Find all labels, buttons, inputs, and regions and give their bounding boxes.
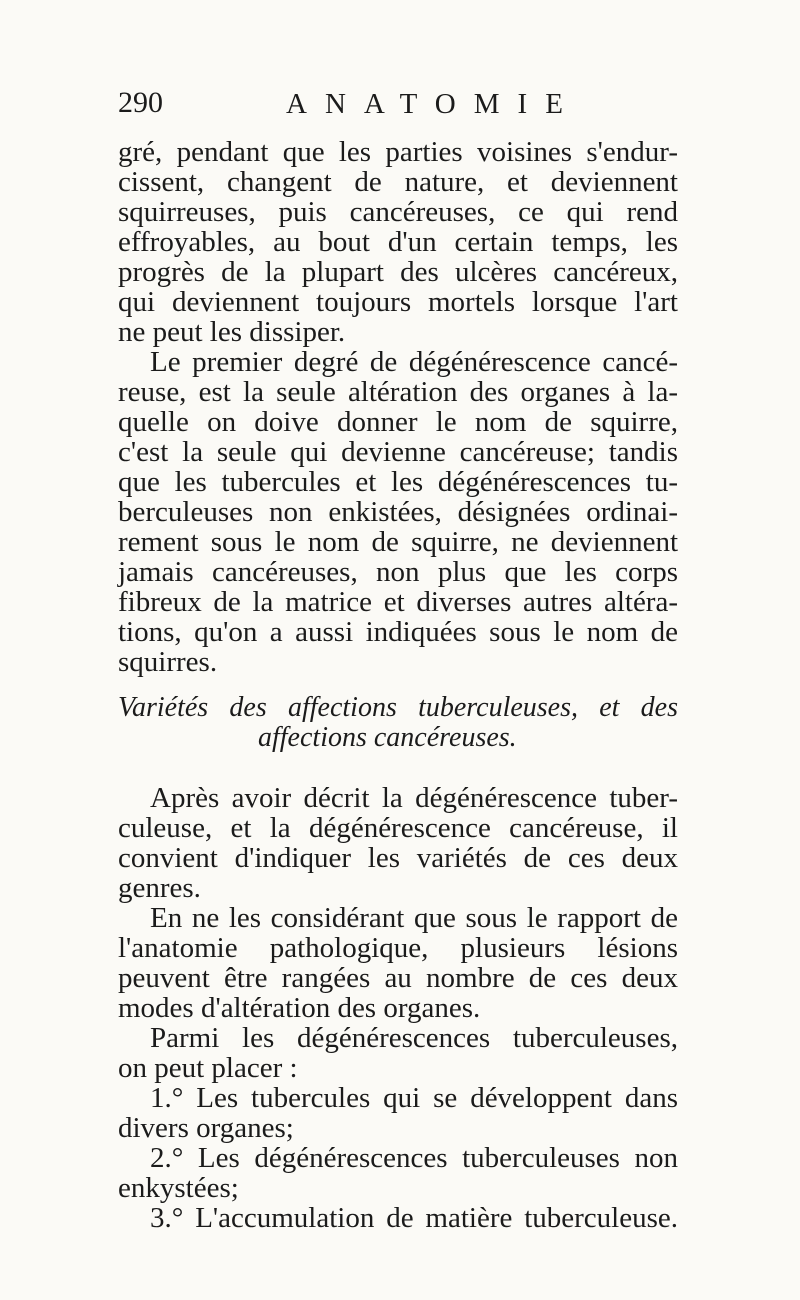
text-line: Après avoir décrit la dégénérescence tuber- xyxy=(150,782,678,814)
text-line: rement sous le nom de squirre, ne deviennent xyxy=(118,526,678,558)
text-line: ne peut les dissiper. xyxy=(118,316,346,348)
page-number: 290 xyxy=(118,86,163,119)
text-line: progrès de la plupart des ulcères cancéreux, xyxy=(118,256,678,288)
text-line: l'anatomie pathologique, plusieurs lésions xyxy=(118,932,678,964)
text-line: squirreuses, puis cancéreuses, ce qui rend xyxy=(118,196,678,228)
text-line: divers organes; xyxy=(118,1112,294,1144)
section-heading: affections cancéreuses. xyxy=(258,722,517,753)
text-line: culeuse, et la dégénérescence cancéreuse, il xyxy=(118,812,678,844)
text-line: Le premier degré de dégénérescence cancé- xyxy=(150,346,678,378)
text-line: tions, qu'on a aussi indiquées sous le nom de xyxy=(118,616,678,648)
text-line: enkystées; xyxy=(118,1172,239,1204)
text-line: reuse, est la seule altération des organes à la- xyxy=(118,376,678,408)
text-line: convient d'indiquer les variétés de ces deux xyxy=(118,842,678,874)
text-line: modes d'altération des organes. xyxy=(118,992,481,1024)
text-line: genres. xyxy=(118,872,201,904)
text-line: on peut placer : xyxy=(118,1052,298,1084)
text-line: que les tubercules et les dégénérescences tu- xyxy=(118,466,678,498)
text-line: En ne les considérant que sous le rapport de xyxy=(150,902,678,934)
text-line: Parmi les dégénérescences tuberculeuses, xyxy=(150,1022,678,1054)
text-line: 1.° Les tubercules qui se développent dans xyxy=(150,1082,678,1114)
text-line: gré, pendant que les parties voisines s'endur- xyxy=(118,136,678,168)
text-line: fibreux de la matrice et diverses autres altéra- xyxy=(118,586,678,618)
text-line: quelle on doive donner le nom de squirre, xyxy=(118,406,678,438)
text-line: berculeuses non enkistées, désignées ordinai- xyxy=(118,496,678,528)
text-line: squirres. xyxy=(118,646,218,678)
text-line: effroyables, au bout d'un certain temps, les xyxy=(118,226,678,258)
text-line: peuvent être rangées au nombre de ces deux xyxy=(118,962,678,994)
text-line: jamais cancéreuses, non plus que les corps xyxy=(118,556,678,588)
page-header xyxy=(118,86,678,126)
text-line: qui deviennent toujours mortels lorsque l'art xyxy=(118,286,678,318)
text-line: c'est la seule qui devienne cancéreuse; tandis xyxy=(118,436,678,468)
text-line: 3.° L'accumulation de matière tuberculeuse. xyxy=(150,1202,678,1234)
text-line: cissent, changent de nature, et deviennent xyxy=(118,166,678,198)
running-title: ANATOMIE xyxy=(286,88,581,120)
section-heading: Variétés des affections tuberculeuses, et des xyxy=(118,692,678,723)
text-line: 2.° Les dégénérescences tuberculeuses non xyxy=(150,1142,678,1174)
